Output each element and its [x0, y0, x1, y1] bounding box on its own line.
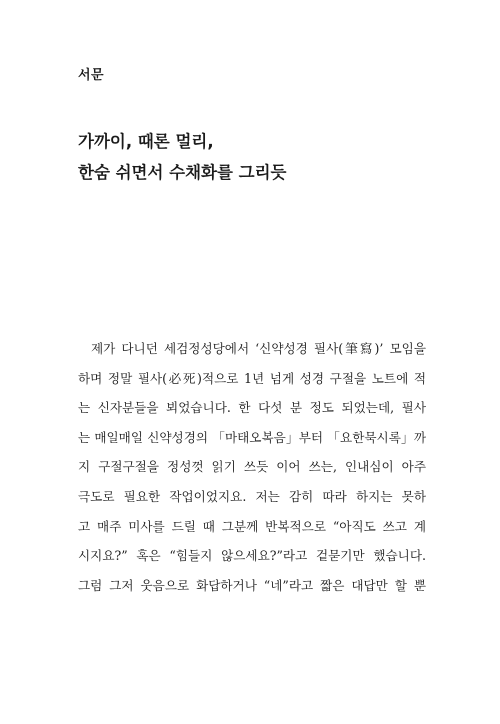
headline-line-1: 가까이, 때론 멀리, — [78, 132, 214, 151]
body-line: 지 구절구절을 정성껏 읽기 쓰듯 이어 쓰는, 인내심이 아주 — [78, 459, 426, 475]
headline-line-2: 한숨 쉬면서 수채화를 그리듯 — [78, 163, 287, 182]
chapter-headline — [78, 126, 287, 188]
body-paragraph — [78, 334, 426, 600]
body-line: 시지요?” 혹은 “힘들지 않으세요?”라고 겉묻기만 했습니다. — [78, 548, 426, 564]
body-line: 는 매일매일 신약성경의 「마태오복음」부터 「요한묵시록」까 — [78, 429, 426, 445]
body-line: 제가 다니던 세검정성당에서 ‘신약성경 필사(筆寫)’ 모임을 — [91, 341, 426, 356]
section-label: 서문 — [78, 68, 105, 83]
body-line: 극도로 필요한 작업이었지요. 저는 감히 따라 하지는 못하 — [78, 488, 426, 504]
body-line: 고 매주 미사를 드릴 때 그분께 반복적으로 “아직도 쓰고 계 — [78, 518, 426, 534]
body-line: 그럼 그저 웃음으로 화답하거나 “네”라고 짧은 대답만 할 뿐 — [78, 577, 426, 593]
body-line: 하며 정말 필사(必死)적으로 1년 넘게 성경 구절을 노트에 적 — [78, 370, 426, 386]
body-line: 는 신자분들을 뵈었습니다. 한 다섯 분 정도 되었는데, 필사 — [78, 400, 426, 416]
